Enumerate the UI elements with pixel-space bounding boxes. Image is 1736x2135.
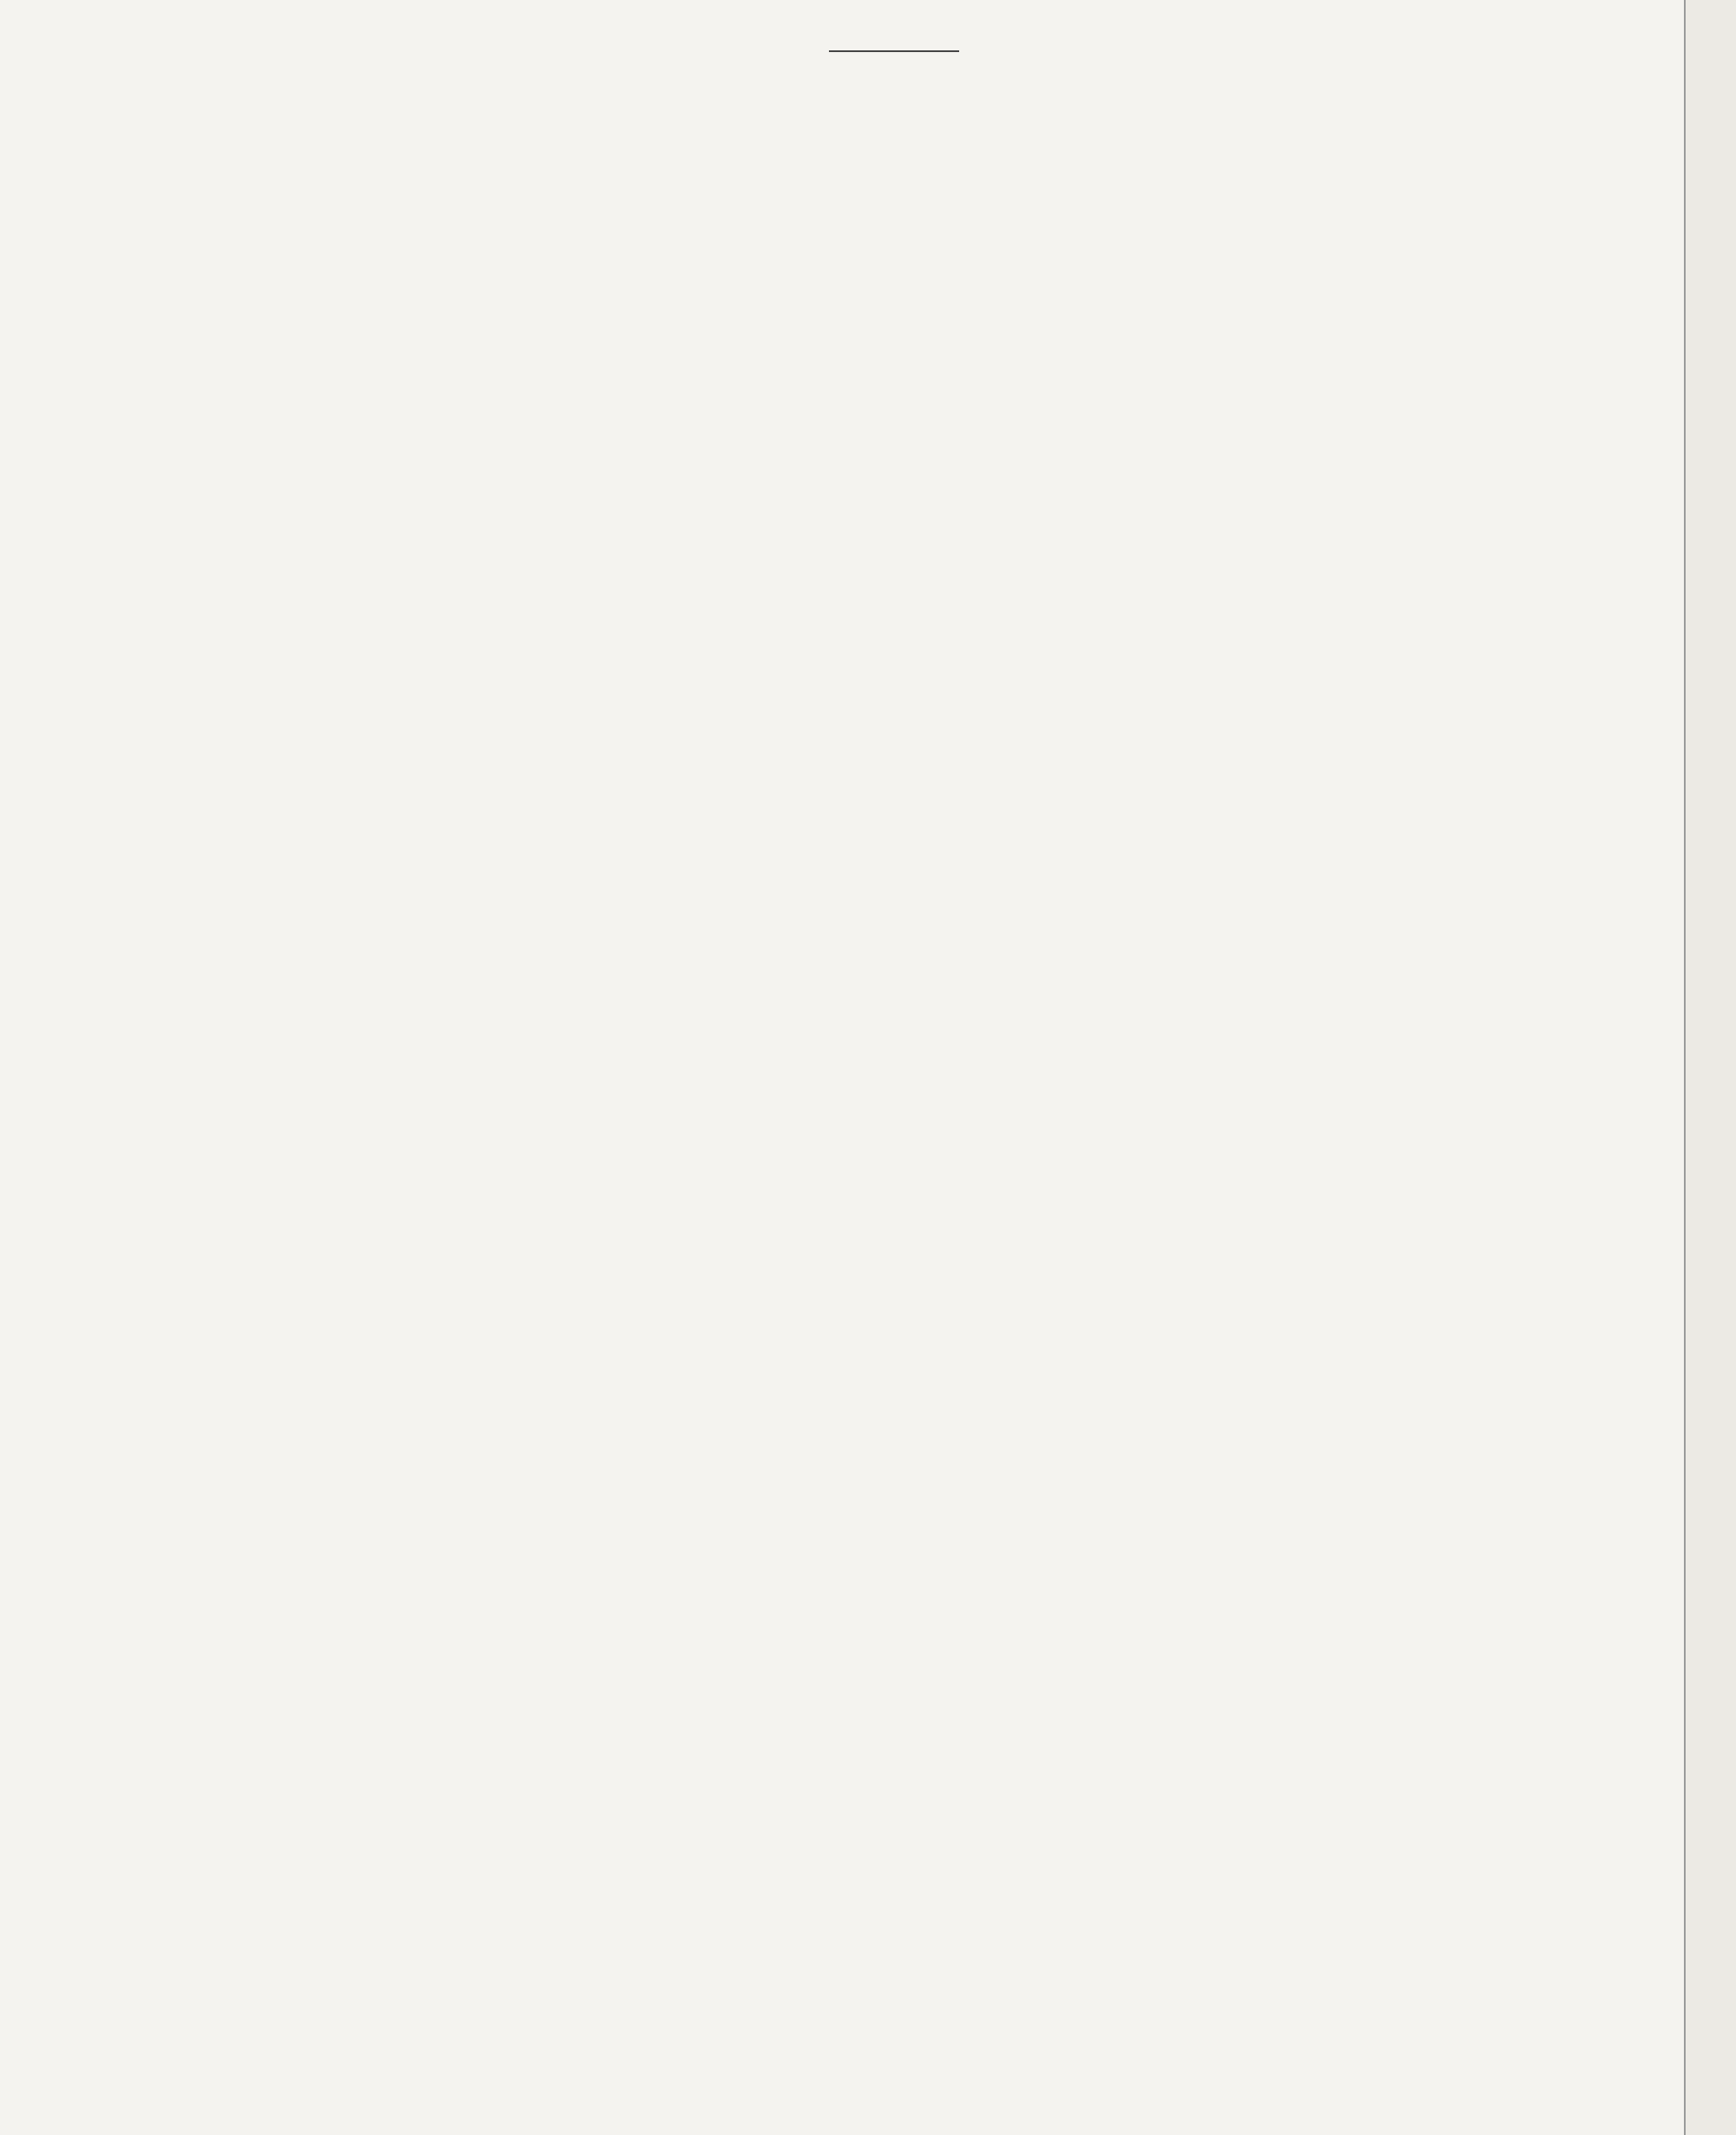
teaching-hours-table	[108, 111, 1636, 1994]
page-number-rule	[829, 50, 959, 52]
adjacent-page-strip	[1684, 0, 1736, 2135]
